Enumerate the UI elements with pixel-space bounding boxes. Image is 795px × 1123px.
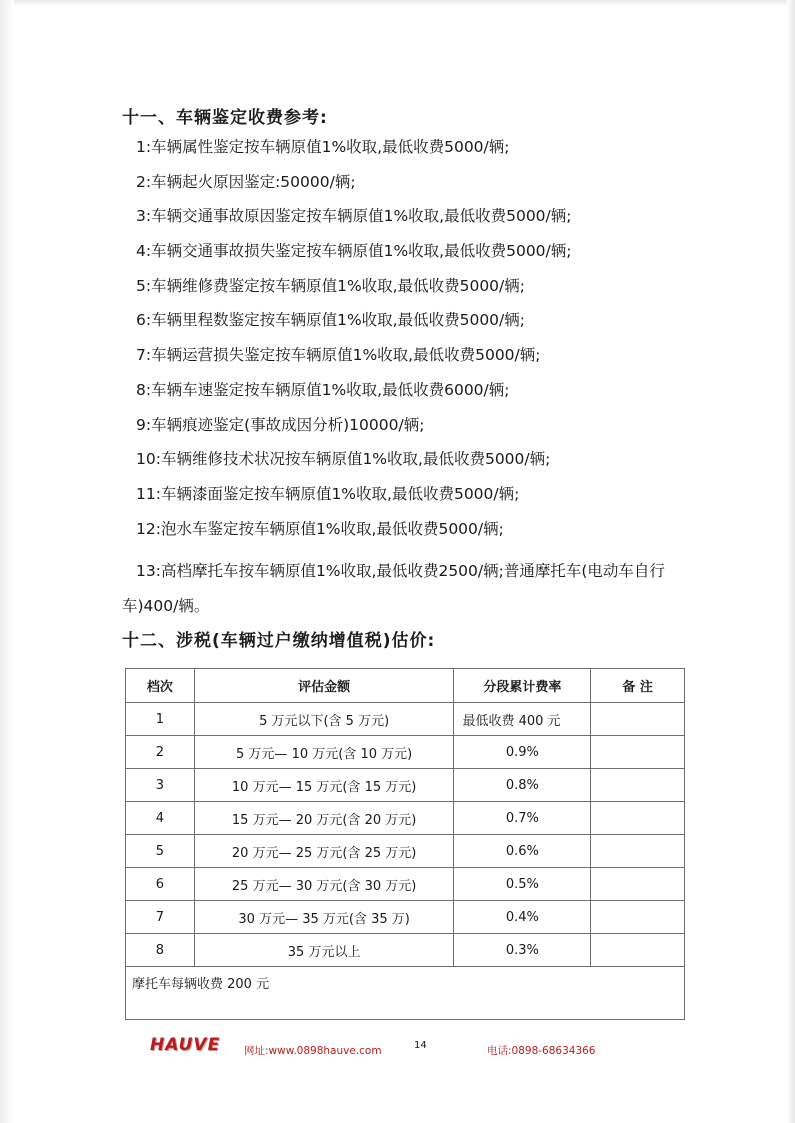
remark-cell — [591, 868, 685, 901]
remark-cell — [591, 901, 685, 934]
rate-cell: 0.3% — [454, 934, 591, 967]
list-item-text: 3:车辆交通事故原因鉴定按车辆原值1%收取,最低收费5000/辆; — [136, 207, 572, 226]
list-item-text: 12:泡水车鉴定按车辆原值1%收取,最低收费5000/辆; — [136, 519, 504, 538]
list-item — [122, 277, 682, 312]
remark-cell — [591, 703, 685, 736]
list-item — [122, 520, 682, 555]
table-row — [126, 769, 685, 802]
amount-cell: 20 万元— 25 万元(含 25 万元) — [194, 835, 454, 868]
list-item-text: 5:车辆维修费鉴定按车辆原值1%收取,最低收费5000/辆; — [136, 276, 525, 295]
rate-cell: 0.8% — [454, 769, 591, 802]
rate-cell: 最低收费 400 元 — [454, 703, 591, 736]
tier-cell: 3 — [126, 769, 195, 802]
section-11-title: 十一、车辆鉴定收费参考: — [122, 108, 328, 128]
list-item — [122, 207, 682, 242]
remark-cell — [591, 802, 685, 835]
footer-phone: 电话:0898-68634366 — [487, 1045, 596, 1057]
list-item-text: 8:车辆车速鉴定按车辆原值1%收取,最低收费6000/辆; — [136, 380, 510, 399]
column-header: 评估金额 — [194, 669, 454, 703]
list-item — [122, 554, 682, 623]
tier-cell: 7 — [126, 901, 195, 934]
amount-cell: 10 万元— 15 万元(含 15 万元) — [194, 769, 454, 802]
scan-edge — [0, 0, 795, 6]
table-header-row — [126, 669, 685, 703]
page-footer — [0, 1033, 795, 1063]
list-item — [122, 450, 682, 485]
amount-cell: 5 万元以下(含 5 万元) — [194, 703, 454, 736]
table-row — [126, 703, 685, 736]
list-item-text: 13:高档摩托车按车辆原值1%收取,最低收费2500/辆;普通摩托车(电动车自行车)400/辆。 — [122, 562, 665, 615]
list-item — [122, 242, 682, 277]
tier-cell: 8 — [126, 934, 195, 967]
page-number: 14 — [414, 1040, 427, 1051]
amount-cell: 35 万元以上 — [194, 934, 454, 967]
list-item-text: 11:车辆漆面鉴定按车辆原值1%收取,最低收费5000/辆; — [136, 484, 520, 503]
list-item — [122, 346, 682, 381]
remark-cell — [591, 934, 685, 967]
scan-edge — [787, 0, 795, 1123]
table-footnote: 摩托车每辆收费 200 元 — [126, 967, 685, 1020]
rate-cell: 0.5% — [454, 868, 591, 901]
rate-cell: 0.4% — [454, 901, 591, 934]
list-item — [122, 138, 682, 173]
list-item — [122, 381, 682, 416]
table-row — [126, 901, 685, 934]
table-row — [126, 934, 685, 967]
column-header: 档次 — [126, 669, 195, 703]
amount-cell: 5 万元— 10 万元(含 10 万元) — [194, 736, 454, 769]
remark-cell — [591, 835, 685, 868]
remark-cell — [591, 769, 685, 802]
tier-cell: 5 — [126, 835, 195, 868]
tier-cell: 1 — [126, 703, 195, 736]
remark-cell — [591, 736, 685, 769]
tax-valuation-table — [125, 668, 685, 1020]
table-row — [126, 736, 685, 769]
list-item — [122, 416, 682, 451]
list-item-text: 9:车辆痕迹鉴定(事故成因分析)10000/辆; — [136, 415, 425, 434]
scan-edge — [0, 0, 14, 1123]
section-12-title: 十二、涉税(车辆过户缴纳增值税)估价: — [122, 631, 436, 651]
table-row — [126, 802, 685, 835]
list-item-text: 6:车辆里程数鉴定按车辆原值1%收取,最低收费5000/辆; — [136, 311, 525, 330]
list-item-text: 10:车辆维修技术状况按车辆原值1%收取,最低收费5000/辆; — [136, 450, 551, 469]
tier-cell: 2 — [126, 736, 195, 769]
rate-cell: 0.6% — [454, 835, 591, 868]
list-item-text: 7:车辆运营损失鉴定按车辆原值1%收取,最低收费5000/辆; — [136, 346, 541, 365]
column-header: 分段累计费率 — [454, 669, 591, 703]
list-item — [122, 485, 682, 520]
rate-cell: 0.9% — [454, 736, 591, 769]
column-header: 备 注 — [591, 669, 685, 703]
list-item — [122, 173, 682, 208]
rate-cell: 0.7% — [454, 802, 591, 835]
table-footnote-row — [126, 967, 685, 1020]
table-row — [126, 835, 685, 868]
amount-cell: 30 万元— 35 万元(含 35 万) — [194, 901, 454, 934]
tier-cell: 6 — [126, 868, 195, 901]
footer-website: 网址:www.0898hauve.com — [244, 1045, 382, 1057]
list-item — [122, 311, 682, 346]
amount-cell: 25 万元— 30 万元(含 30 万元) — [194, 868, 454, 901]
tier-cell: 4 — [126, 802, 195, 835]
table-row — [126, 868, 685, 901]
list-item-text: 1:车辆属性鉴定按车辆原值1%收取,最低收费5000/辆; — [136, 138, 510, 156]
amount-cell: 15 万元— 20 万元(含 20 万元) — [194, 802, 454, 835]
hauve-logo: HAUVE — [150, 1035, 221, 1055]
list-item-text: 2:车辆起火原因鉴定:50000/辆; — [136, 172, 356, 191]
fee-list — [122, 138, 682, 624]
list-item-text: 4:车辆交通事故损失鉴定按车辆原值1%收取,最低收费5000/辆; — [136, 242, 572, 261]
